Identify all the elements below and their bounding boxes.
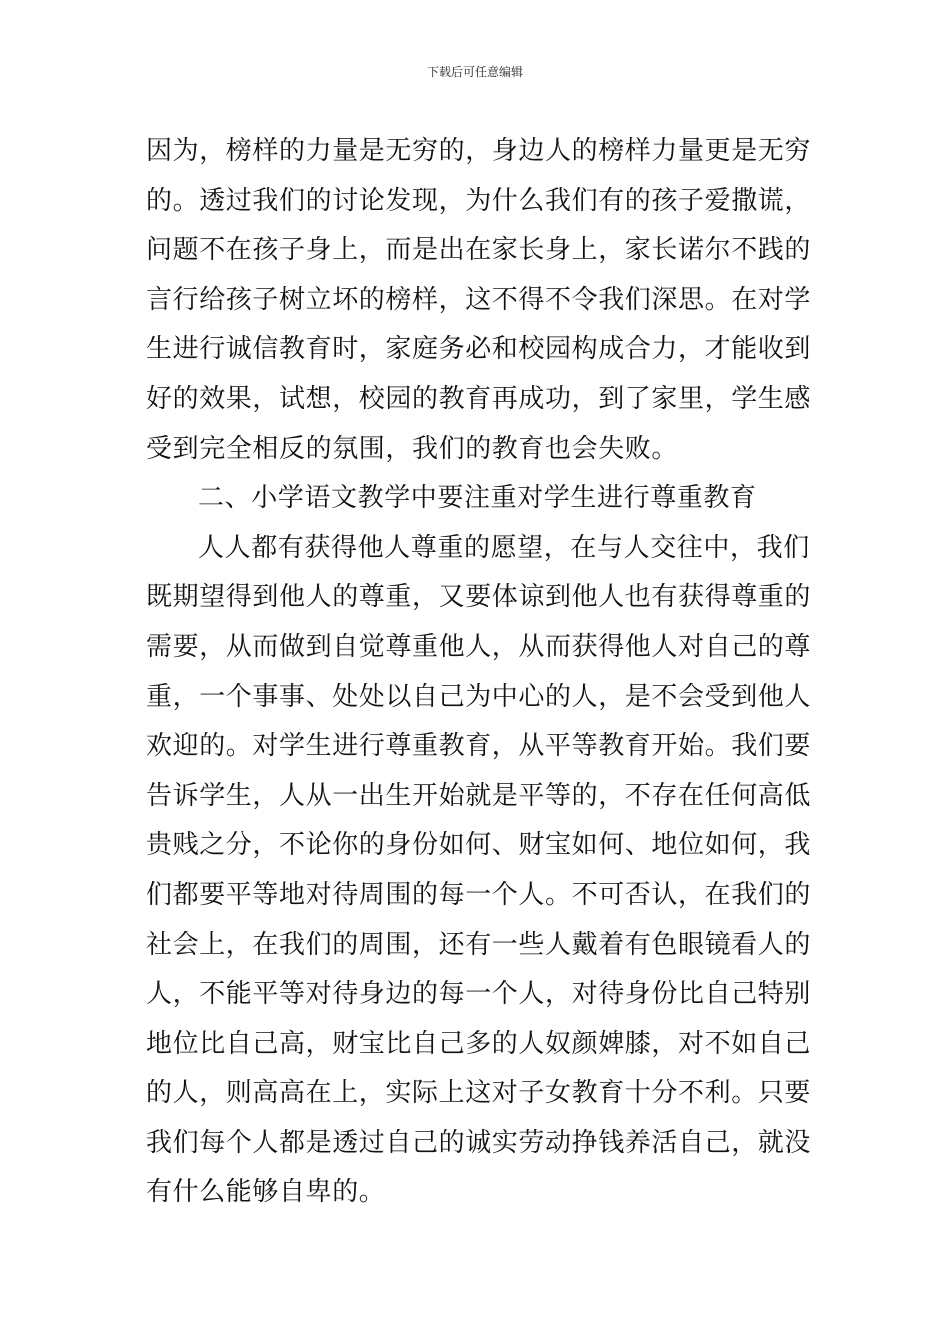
text-line: 欢迎的。对学生进行尊重教育，从平等教育开始。我们要 — [146, 731, 812, 762]
text-line: 贵贱之分，不论你的身份如何、财宝如何、地位如何，我 — [146, 830, 812, 861]
text-line: 因为，榜样的力量是无穷的，身边人的榜样力量更是无穷 — [146, 136, 812, 166]
text-line: 好的效果，试想，校园的教育再成功，到了家里，学生感 — [146, 383, 812, 414]
text-line: 生进行诚信教育时，家庭务必和校园构成合力，才能收到 — [146, 334, 812, 365]
text-line: 有什么能够自卑的。 — [146, 1177, 386, 1208]
body-text — [146, 127, 812, 1218]
text-line: 的。透过我们的讨论发现，为什么我们有的孩子爱撒谎， — [146, 185, 812, 216]
text-line: 们都要平等地对待周围的每一个人。不可否认，在我们的 — [146, 879, 812, 910]
text-line: 人，不能平等对待身边的每一个人，对待身份比自己特别 — [146, 979, 812, 1010]
text-line: 告诉学生，人从一出生开始就是平等的，不存在任何高低 — [146, 780, 812, 811]
text-line: 言行给孩子树立坏的榜样，这不得不令我们深思。在对学 — [146, 284, 812, 315]
text-line: 的人，则高高在上，实际上这对子女教育十分不利。只要 — [146, 1078, 812, 1109]
page-header: 下载后可任意编辑 — [426, 65, 523, 79]
text-line: 问题不在孩子身上，而是出在家长身上，家长诺尔不践的 — [146, 235, 812, 266]
text-line: 我们每个人都是透过自己的诚实劳动挣钱养活自己，就没 — [146, 1127, 812, 1158]
text-line: 人人都有获得他人尊重的愿望，在与人交往中，我们 — [198, 532, 810, 563]
text-line: 既期望得到他人的尊重，又要体谅到他人也有获得尊重的 — [146, 582, 812, 613]
text-line: 受到完全相反的氛围，我们的教育也会失败。 — [146, 433, 679, 464]
text-line: 需要，从而做到自觉尊重他人，从而获得他人对自己的尊 — [146, 631, 812, 662]
text-line: 地位比自己高，财宝比自己多的人奴颜婢膝，对不如自己 — [146, 1028, 812, 1059]
text-line: 重，一个事事、处处以自己为中心的人，是不会受到他人 — [146, 681, 812, 712]
text-line: 社会上，在我们的周围，还有一些人戴着有色眼镜看人的 — [146, 929, 812, 960]
text-line: 二、小学语文教学中要注重对学生进行尊重教育 — [198, 483, 757, 514]
